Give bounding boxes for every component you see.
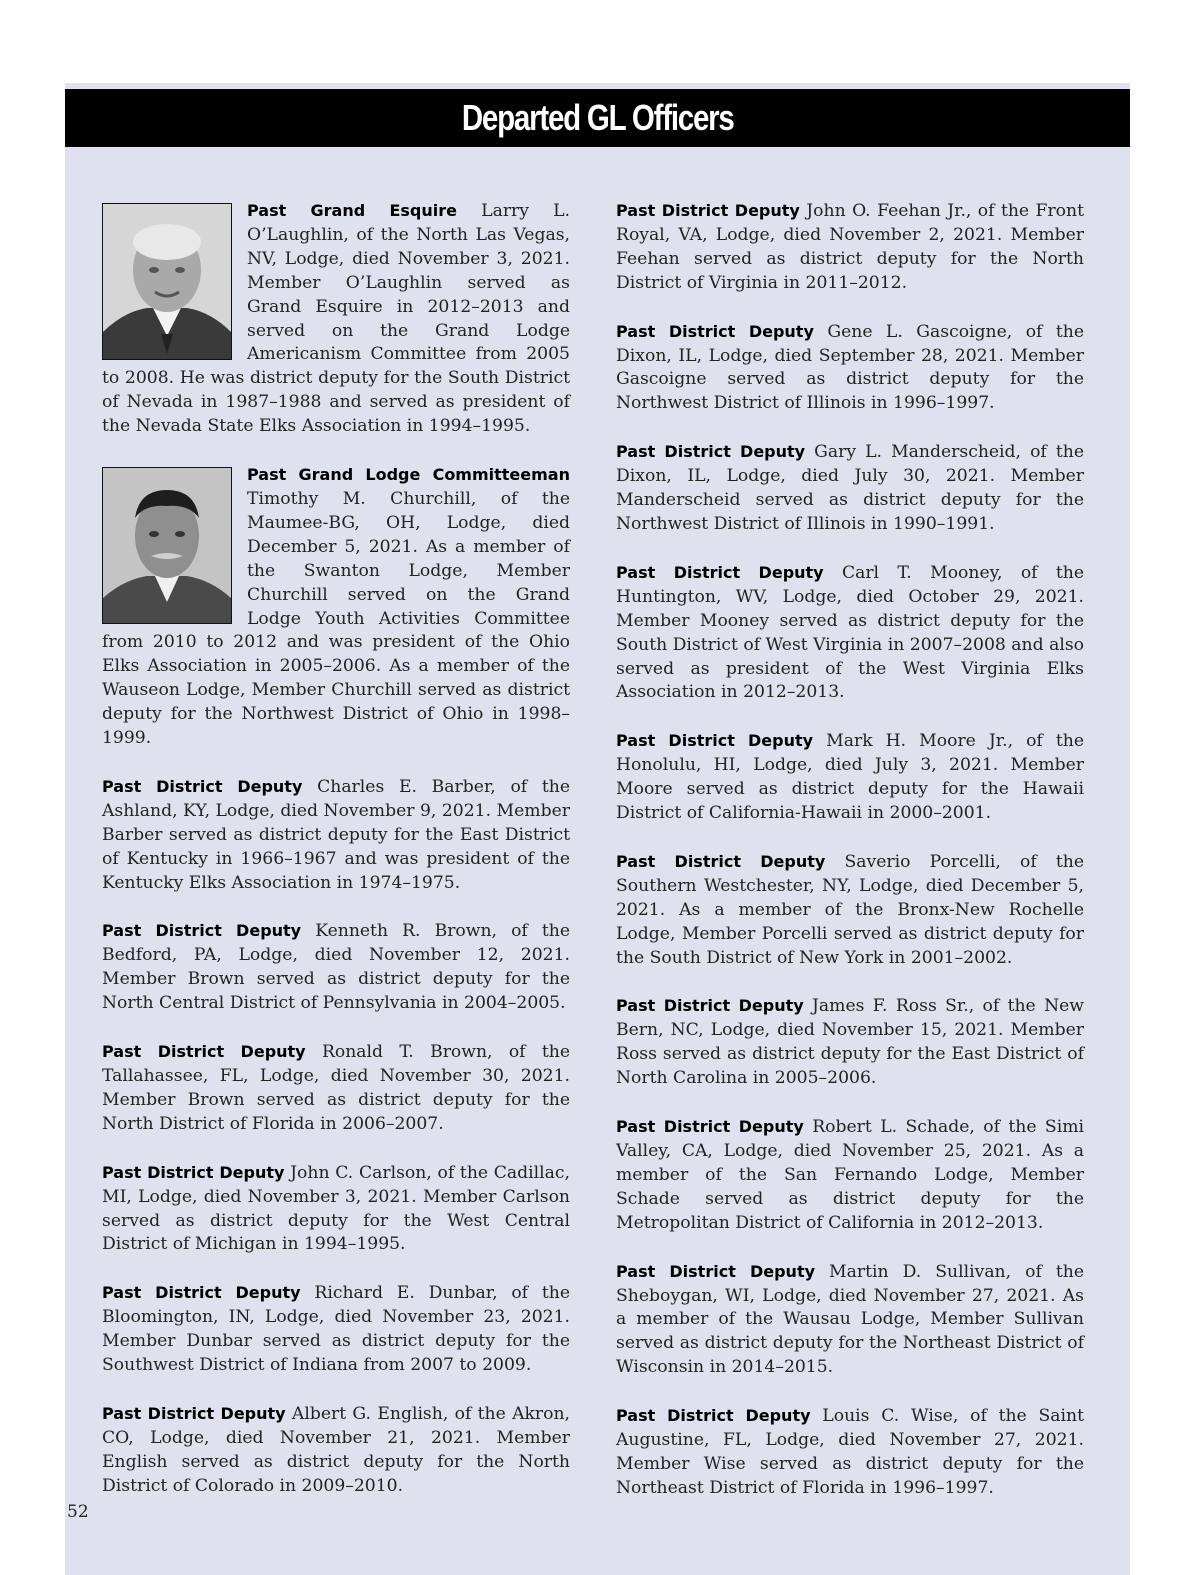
portrait-photo [102, 467, 232, 624]
portrait-photo [102, 203, 232, 360]
obituary-entry: Past District Deputy Ronald T. Brown, of the Tallahassee, FL, Lodge, died November 30, 2021. Member Brown served as district deputy for the North District of Florida in 2006–2007. [102, 1042, 571, 1134]
page-number: 52 [67, 1502, 89, 1522]
page-title: Departed GL Officers [461, 97, 734, 138]
obituary-entry: Past District Deputy Kenneth R. Brown, of the Bedford, PA, Lodge, died November 12, 2021. Member Brown served as district deputy for the North Central District of Pennsylvania in 2004–2005. [102, 921, 571, 1014]
left-column [102, 199, 570, 1523]
obituary-entry: Past District Deputy Gene L. Gascoigne, of the Dixon, IL, Lodge, died September 28, 2021. Member Gascoigne served as district deputy for the Northwest District of Illinois in 1996–1997. [616, 321, 1085, 414]
obituary-entry: Past District Deputy John C. Carlson, of the Cadillac, MI, Lodge, died November 3, 2021. Member Carlson served as district deputy for the West Central District of Michigan in 1994–1995. [102, 1162, 571, 1255]
obituary-entry: Past District Deputy Carl T. Mooney, of the Huntington, WV, Lodge, died October 29, 2021. Member Mooney served as district deputy for the South District of West Virginia in 2007–2008 and also served as president of the West Virginia Elks Association in 2012–2013. [616, 562, 1085, 703]
obituary-entry: Past District Deputy Charles E. Barber, of the Ashland, KY, Lodge, died November 9, 2021. Member Barber served as district deputy for the East District of Kentucky in 1966–1967 and was president of the Kentucky Elks Association in 1974–1975. [102, 776, 570, 893]
obituary-entry: Past District Deputy Martin D. Sullivan, of the Sheboygan, WI, Lodge, died November 27, 2021. As a member of the Wausau Lodge, Member Sullivan served as district deputy for the Northeast District of Wisconsin in 2014–2015. [616, 1261, 1084, 1378]
obituary-entry: Past Grand Lodge Committeeman Timothy M. Churchill, of the Maumee-BG, OH, Lodge, died December 5, 2021. As a member of the Swanton Lodge, Member Churchill served on the Grand Lodge Youth Activities Committee from 2010 to 2012 and was president of the Ohio Elks Association in 2005–2006. As a member of the Wauseon Lodge, Member Churchill served as district deputy for the Northwest District of Ohio in 1998–1999. [102, 465, 570, 749]
obituary-entry: Past District Deputy Robert L. Schade, of the Simi Valley, CA, Lodge, died November 25, 2021. As a member of the San Fernando Lodge, Member Schade served as district deputy for the Metropolitan District of California in 2012–2013. [616, 1117, 1084, 1233]
obituary-entry: Past District Deputy Mark H. Moore Jr., of the Honolulu, HI, Lodge, died July 3, 2021. Member Moore served as district deputy for the Hawaii District of California-Hawaii in 2000–2001. [616, 731, 1084, 824]
obituary-entry: Past District Deputy Louis C. Wise, of the Saint Augustine, FL, Lodge, died November 27, 2021. Member Wise served as district deputy for the Northeast District of Florida in 1996–1997. [616, 1406, 1084, 1498]
obituary-entry: Past District Deputy Gary L. Manderscheid, of the Dixon, IL, Lodge, died July 30, 2021. Member Manderscheid served as district deputy for the Northwest District of Illinois in 1990–1991. [616, 442, 1084, 534]
obituary-entry: Past District Deputy Albert G. English, of the Akron, CO, Lodge, died November 21, 2021. Member English served as district deputy for the North District of Colorado in 2009–2010. [102, 1403, 570, 1496]
obituary-entry: Past District Deputy Saverio Porcelli, of the Southern Westchester, NY, Lodge, died December 5, 2021. As a member of the Bronx-New Rochelle Lodge, Member Porcelli served as district deputy for the South District of New York in 2001–2002. [616, 851, 1085, 968]
obituary-entry: Past Grand Esquire Larry L. O’Laughlin, of the North Las Vegas, NV, Lodge, died November 3, 2021. Member O’Laughlin served as Grand Esquire in 2012–2013 and served on the Grand Lodge Americanism Committee from 2005 to 2008. He was district deputy for the South District of Nevada in 1987–1988 and served as president of the Nevada State Elks Association in 1994–1995. [102, 201, 571, 437]
obituary-entry: Past District Deputy James F. Ross Sr., of the New Bern, NC, Lodge, died November 15, 2021. Member Ross served as district deputy for the East District of North Carolina in 2005–2006. [616, 996, 1085, 1089]
obituary-entry: Past District Deputy John O. Feehan Jr., of the Front Royal, VA, Lodge, died November 2, 2021. Member Feehan served as district deputy for the North District of Virginia in 2011–2012. [616, 201, 1084, 293]
title-banner [65, 89, 1130, 147]
right-column [616, 199, 1084, 1525]
obituary-entry: Past District Deputy Richard E. Dunbar, of the Bloomington, IN, Lodge, died November 23, 2021. Member Dunbar served as district deputy for the Southwest District of Indiana from 2007 to 2009. [102, 1283, 570, 1376]
